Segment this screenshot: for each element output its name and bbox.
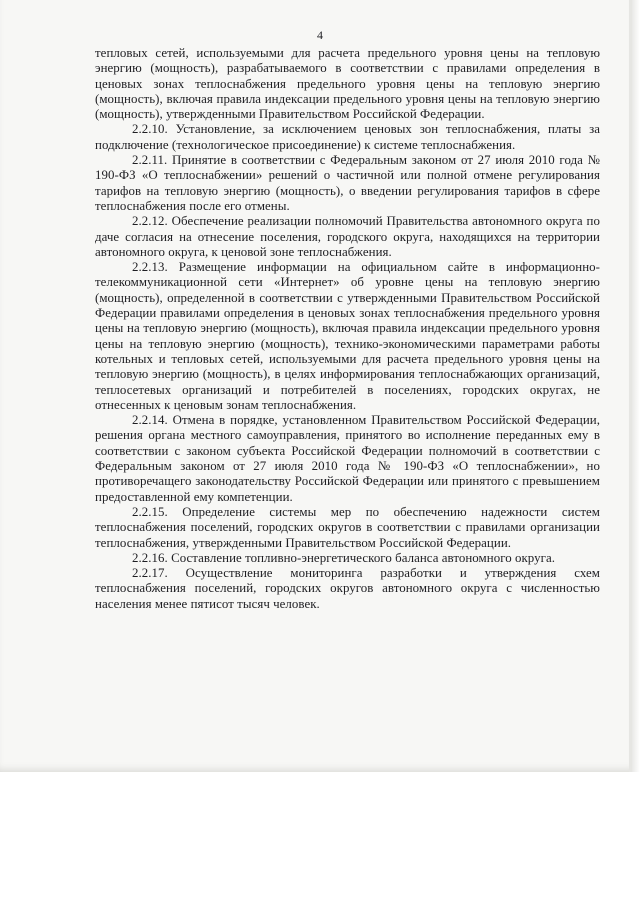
- paragraph-2-2-11: 2.2.11. Принятие в соответствии с Федеральным законом от 27 июля 2010 года № 190-ФЗ «О теплоснабжении» решений о частичной или полной отмене регулирования тарифов на тепловую энергию (мощность), о введении регулирования тарифов в сфере теплоснабжения после его отмены.: [95, 153, 600, 213]
- paragraph-2-2-12: 2.2.12. Обеспечение реализации полномочий Правительства автономного округа по даче согласия на отнесение поселения, городского округа, находящихся на территории автономного округа, к ценовой зоне теплоснабжения.: [95, 214, 600, 259]
- paragraph-2-2-17: 2.2.17. Осуществление мониторинга разработки и утверждения схем теплоснабжения поселений, городских округов автономного округа с численностью населения менее пятисот тысяч человек.: [95, 566, 600, 611]
- paragraph-2-2-13: 2.2.13. Размещение информации на официальном сайте в информационно-телекоммуникационной сети «Интернет» об уровне цены на тепловую энергию (мощность), определенной в соответствии с утвержденными Правительством Российской Федерации правилами определения в ценовых зонах теплоснабжения предельного уровня цены на тепловую энергию (мощность), включая правила индексации предельного уровня цены на тепловую энергию (мощность), технико-экономическими параметрами работы котельных и тепловых сетей, используемыми для расчета предельного уровня цены на тепловую энергию (мощность), в целях информирования теплоснабжающих организаций, теплосетевых организаций и потребителей в поселениях, городских округах, не отнесенных к ценовым зонам теплоснабжения.: [95, 260, 600, 412]
- paragraph-2-2-10: 2.2.10. Установление, за исключением ценовых зон теплоснабжения, платы за подключение (технологическое присоединение) к системе теплоснабжения.: [95, 122, 600, 152]
- paragraph-continuation: тепловых сетей, используемыми для расчета предельного уровня цены на тепловую энергию (мощность), разрабатываемого в соответствии с правилами определения в ценовых зонах теплоснабжения предельного уровня цены на тепловую энергию (мощность), включая правила индексации предельного уровня цены на тепловую энергию (мощность), утвержденными Правительством Российской Федерации.: [95, 46, 600, 122]
- page-number: 4: [317, 28, 323, 42]
- paragraph-2-2-16: 2.2.16. Составление топливно-энергетического баланса автономного округа.: [132, 550, 556, 565]
- scan-edge: [632, 0, 640, 772]
- paragraph-2-2-14: 2.2.14. Отмена в порядке, установленном Правительством Российской Федерации, решения органа местного самоуправления, принятого во исполнение переданных ему в соответствии с законом субъекта Российской Федерации полномочий в соответствии с Федеральным законом от 27 июля 2010 года № 190-ФЗ «О теплоснабжении», но противоречащего законодательству Российской Федерации или принятого с превышением предоставленной ему компетенции.: [95, 413, 600, 504]
- body-text: [95, 46, 600, 612]
- paragraph-2-2-15: 2.2.15. Определение системы мер по обеспечению надежности систем теплоснабжения поселений, городских округов в соответствии с правилами организации теплоснабжения, утвержденными Правительством Российской Федерации.: [95, 504, 600, 550]
